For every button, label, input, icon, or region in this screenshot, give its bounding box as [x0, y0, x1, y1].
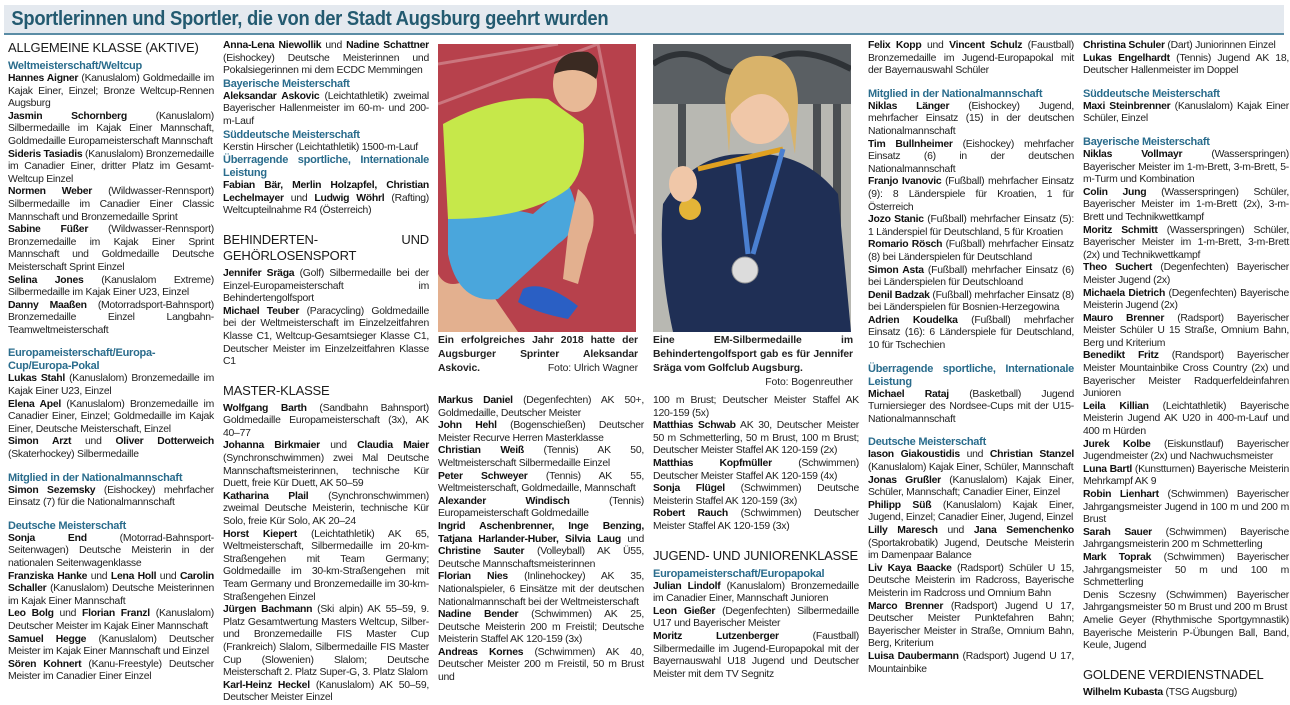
column-6 — [1083, 40, 1289, 699]
honoree-entry — [1083, 590, 1289, 615]
honoree-entry — [1083, 40, 1289, 53]
athlete-name: Michael Rataj — [868, 388, 949, 400]
subheading: Deutsche Meisterschaft — [8, 519, 126, 532]
honoree-entry — [1083, 464, 1289, 489]
golfer-photo-icon — [653, 44, 851, 332]
achievement-text: (Wildwasser-Rennsport) Bronzemedaille im Kajak Einer Sprint Mannschaft und Goldmedaille Deutsche Meisterschaft Sprint Einzel — [8, 224, 214, 273]
name-joiner: und — [283, 192, 315, 204]
achievement-text: (Degenfechten) Bayerische Meisterin Jugend (2x) — [1083, 287, 1289, 312]
athlete-name: Fabian Bär, Merlin Holzapfel, Christian Lechelmayer — [223, 180, 429, 204]
athlete-name: Franjo Ivanovic — [868, 176, 942, 188]
athlete-name: Jana Semenchenko — [973, 525, 1074, 536]
honoree-entry — [8, 300, 214, 338]
athlete-name: John Hehl — [438, 420, 497, 432]
athlete-name: Matthias Schwab — [653, 420, 736, 432]
caption-text: Eine EM-Silbermedaille im Behindertengolfsport gab es für Jennifer Sräga vom Golfclub Augsburg. — [653, 335, 853, 374]
achievement-text: (Fußball) mehrfacher Einsatz (8) bei Länderspielen für Bosnien-Herzegowina — [868, 289, 1074, 314]
name-joiner: und — [620, 533, 644, 545]
photo-sprinter — [438, 44, 636, 332]
honoree-entry — [868, 214, 1074, 239]
athlete-name: Denil Badzak — [868, 289, 930, 301]
achievement-text: (Kanuslalom) Silbermedaille im Kajak Einer Mannschaft, Goldmedaille Europameisterschaft Mannschaft — [8, 110, 214, 147]
entry-text: Denis Sczesny (Schwimmen) Bayerischer Jahrgangsmeister 50 m Brust und 200 m Brust — [1083, 589, 1289, 614]
photo-caption-1 — [438, 334, 638, 376]
honoree-entry — [8, 436, 214, 461]
athlete-name: Sonja Flügel — [653, 483, 725, 495]
section-heading: BEHINDERTEN- UND GEHÖRLOSENSPORT — [223, 231, 429, 263]
athlete-name: Oliver Dotterweich — [115, 436, 214, 448]
achievement-text: (Eishockey) mehrfacher Einsatz (7) für die Nationalmannschaft — [8, 484, 214, 509]
athlete-name: Lukas Engelhardt — [1083, 52, 1170, 64]
name-joiner: und — [921, 40, 950, 51]
athlete-name: Niklas Länger — [868, 100, 950, 112]
achievement-text: (Radsport) Jugend U 17, Deutscher Meister Punktefahren Bahn; Bayerischer Meister in Straße, Omnium Bahn, Berg, Kriterium — [868, 600, 1074, 650]
honoree-entry — [653, 395, 859, 420]
honoree-entry — [868, 40, 1074, 78]
athlete-name: Jennifer Sräga — [223, 267, 295, 279]
honoree-entry — [223, 491, 429, 529]
athlete-name: Leila Killian — [1083, 400, 1149, 412]
achievement-text: (Sportakrobatik) Jugend, Deutsche Meisterin im Damenpaar Balance — [868, 537, 1074, 562]
entry-text: 100 m Brust; Deutscher Meister Staffel AK 120-159 (5x) — [653, 395, 859, 419]
achievement-text: (Ski alpin) AK 55–59, 9. Platz Gesamtwertung Masters Weltcup, Silber- und Bronzemedaille FIS Master Cup (Frankreich) Slalom, Silbermedaille FIS Master Cup (Slowenien) Slalom; Deutsche Meisterschaft 2. Platz Super-G, 3. Platz Slalom — [223, 604, 429, 679]
achievement-text: (Sandbahn Bahnsport) Goldmedaille Europameisterschaft (3x), AK 40–77 — [223, 402, 429, 439]
caption-text: Ein erfolgreiches Jahr 2018 hatte der Augsburger Sprinter Aleksandar Askovic. — [438, 335, 638, 374]
athlete-name: Jurek Kolbe — [1083, 438, 1151, 450]
athlete-name: Horst Kiepert — [223, 528, 297, 540]
athlete-name: Julian Lindolf — [653, 580, 721, 592]
subheading: Überragende sportliche, Internationale Leistung — [868, 362, 1074, 388]
achievement-text: (Kanuslalom) Deutsche Meisterinnen im Kajak Einer Mannschaft — [8, 583, 214, 607]
honoree-entry — [8, 73, 214, 111]
achievement-text: (Synchronschwimmen) zweimal Deutsche Meisterin, technische Kür Solo, freie Kür Solo, AK 20–24 — [223, 490, 429, 528]
honoree-entry — [223, 306, 429, 369]
honoree-entry — [653, 458, 859, 483]
achievement-text: (Schwimmen) Bayerische Jahrgangsmeisterin 200 m Schmetterling — [1083, 526, 1289, 551]
honoree-entry — [223, 529, 429, 605]
honoree-entry — [1083, 615, 1289, 653]
athlete-name: Leo Bolg — [8, 608, 54, 620]
achievement-text: (Randsport) Bayerischer Meister Mountainbike Cross Country (2x) und Bayerischer Meister Radquerfeldeinfahren Junioren — [1083, 350, 1289, 400]
honoree-entry — [868, 500, 1074, 525]
achievement-text: (Tennis) Jugend AK 18, Deutscher Hallenmeister im Doppel — [1083, 52, 1290, 77]
achievement-text: (Wasserspringen) Schüler, Bayerischer Meister im 1-m-Brett (2x), 3-m-Brett und Technikwettkampf — [1083, 186, 1289, 223]
achievement-text: (Schwimmen) Bayerischer Jahrgangsmeister 50 m und 100 m Schmetterling — [1083, 551, 1290, 589]
athlete-name: Lena Holl — [110, 570, 157, 582]
honoree-entry — [653, 483, 859, 508]
subheading: Süddeutsche Meisterschaft — [223, 128, 360, 141]
athlete-name: Robin Lienhart — [1083, 489, 1159, 500]
athlete-name: Robert Rauch — [653, 508, 729, 520]
subheading: Mitglied in der Nationalmannschaft — [868, 87, 1043, 100]
section-heading: MASTER-KLASSE — [223, 382, 330, 398]
honoree-entry — [868, 239, 1074, 264]
honoree-entry — [1083, 401, 1289, 439]
athlete-name: Romario Rösch — [868, 239, 943, 251]
honoree-entry — [1083, 350, 1289, 400]
achievement-text: (Wasserspringen) Bayerischer Meister im 1-m-Brett, 3-m-Brett, 5-m-Turm und Kombination — [1083, 148, 1289, 186]
honoree-entry — [223, 604, 429, 680]
athlete-name: Sören Kohnert — [8, 658, 82, 670]
subheading: Bayerische Meisterschaft — [1083, 135, 1210, 148]
athlete-name: Maxi Steinbrenner — [1083, 100, 1171, 112]
athlete-name: Adrien Koudelka — [868, 314, 958, 326]
honoree-entry — [1083, 225, 1289, 263]
honoree-entry — [8, 149, 214, 187]
photo-credit: Foto: Bogenreuther — [765, 377, 853, 388]
athlete-name: Elena Apel — [8, 398, 61, 410]
column-4 — [653, 395, 859, 681]
athlete-name: Leon Gießer — [653, 605, 716, 617]
name-joiner: und — [156, 570, 180, 582]
honoree-entry — [653, 581, 859, 606]
achievement-text: (Paracycling) Goldmedaille bei der Weltmeisterschaft im Einzelzeitfahren Klasse C1, Weltcup-Gesamtsieger Klasse C1, Deutscher Meister im Einzelzeitfahren Klasse C1 — [223, 305, 430, 368]
honoree-entry — [1083, 527, 1289, 552]
honoree-entry — [653, 420, 859, 458]
athlete-name: Tim Bullnheimer — [868, 138, 953, 150]
athlete-name: Vincent Schulz — [949, 40, 1023, 51]
athlete-name: Colin Jung — [1083, 186, 1147, 198]
achievement-text: (Rafting) Weltcupteilnahme R4 (Österreich) — [223, 192, 429, 217]
achievement-text: (Kanuslalom) Bronzemedaille im Canadier Einer, Einzel; Goldmedaille im Kajak Einer, Deutsche Meisterschaft, Einzel — [8, 398, 214, 435]
honoree-entry — [868, 389, 1074, 427]
achievement-text: (Dart) Juniorinnen Einzel — [1164, 40, 1276, 51]
honoree-entry — [8, 186, 214, 224]
athlete-name: Luna Bartl — [1083, 463, 1133, 475]
section-heading: ALLGEMEINE KLASSE (AKTIVE) — [8, 40, 199, 55]
athlete-name: Johanna Birkmaier — [223, 440, 320, 452]
subheading: Weltmeisterschaft/Weltcup — [8, 60, 142, 72]
honoree-entry — [438, 471, 644, 496]
achievement-text: (Fußball) mehrfacher Einsatz (8) bei Länderspielen für Deutschland — [868, 239, 1074, 263]
name-joiner: und — [71, 436, 116, 448]
honoree-entry — [8, 533, 214, 571]
athlete-name: Iason Giakoustidis — [868, 449, 960, 461]
athlete-name: Luisa Daubermann — [868, 650, 959, 662]
honoree-entry — [868, 139, 1074, 177]
achievement-text: (Kanuslalom Extreme) Silbermedaille im Kajak Einer U23, Einzel — [8, 274, 214, 299]
honoree-entry — [223, 440, 429, 490]
honoree-entry — [653, 631, 859, 681]
achievement-text: (Schwimmen) Deutscher Meister Staffel AK 120-159 (4x) — [653, 457, 859, 482]
athlete-name: Ingrid Aschenbrenner, Inge Benzing, Tatjana Harlander-Huber, Silvia Laug — [438, 520, 644, 545]
athlete-name: Florian Nies — [438, 571, 508, 583]
athlete-name: Franziska Hanke — [8, 570, 88, 582]
athlete-name: Nadine Bender — [438, 609, 519, 621]
athlete-name: Benedikt Fritz — [1083, 350, 1159, 362]
athlete-name: Mauro Brenner — [1083, 312, 1165, 324]
achievement-text: (Kanuslalom) Bronzemedaille im Canadier Einer, dritter Platz im Gesamt-Weltcup Einzel — [8, 148, 215, 185]
athlete-name: Christina Schuler — [1083, 40, 1165, 51]
achievement-text: (Eishockey) mehrfacher Einsatz (6) in der deutschen Nationalmannschaft — [868, 138, 1075, 175]
column-3 — [438, 395, 644, 685]
subheading: Bayerische Meisterschaft — [223, 77, 350, 90]
achievement-text: (Kanuslalom) Bronzemedaille im Kajak Einer U23, Einzel — [8, 373, 214, 398]
athlete-name: Jürgen Bachmann — [223, 604, 313, 616]
honoree-entry — [223, 680, 429, 705]
achievement-text: (Basketball) Jugend Turniersieger des Nordsee-Cups mit der U15-Nationalmannschaft — [868, 388, 1074, 425]
article-title: Sportlerinnen und Sportler, die von der Stadt Augsburg geehrt wurden — [11, 8, 609, 30]
athlete-name: Normen Weber — [8, 186, 93, 198]
honoree-entry — [868, 475, 1074, 500]
achievement-text: (Faustball) Bronzemedaille im Jugend-Europapokal mit der Bayernauswahl Schüler — [868, 40, 1074, 77]
athlete-name: Alexander Windisch — [438, 495, 570, 507]
honoree-entry — [868, 315, 1074, 353]
article-header — [4, 5, 1284, 35]
athlete-name: Ludwig Wöhrl — [314, 192, 385, 204]
athlete-name: Simon Arzt — [8, 436, 72, 448]
honoree-entry — [8, 399, 214, 437]
honoree-entry — [1083, 149, 1289, 187]
athlete-name: Nadine Schattner — [346, 40, 429, 51]
achievement-text: (Kanuslalom) Kajak Einer, Jugend, Einzel; Canadier Einer, Jugend, Einzel — [868, 499, 1074, 524]
achievement-text: AK 30, Deutscher Meister 50 m Schmetterling, 50 m Brust, 100 m Brust; Deutscher Meister Staffel AK 120-159 (2x) — [653, 420, 859, 457]
achievement-text: (Schwimmen) AK 25, Deutsche Meisterin 200 m Freistil; Deutsche Meisterin Staffel AK 120-159 (3x) — [438, 609, 645, 646]
athlete-name: Moritz Lutzenberger — [653, 630, 779, 642]
achievement-text: (Fußball) mehrfacher Einsatz (5): 1 Länderspiel für Deutschland, 5 für Kroatien — [868, 214, 1074, 238]
achievement-text: (Schwimmen) Deutscher Meister Staffel AK 120-159 (3x) — [653, 508, 860, 532]
honoree-entry — [1083, 187, 1289, 225]
honoree-entry — [8, 373, 214, 398]
achievement-text: (Kanuslalom) Kajak Einer, Schüler, Mannschaft — [868, 462, 1074, 474]
honoree-entry — [438, 420, 644, 445]
athlete-name: Jozo Stanic — [868, 214, 924, 226]
achievement-text: (Kunstturnen) Bayerische Meisterin Mehrkampf AK 9 — [1083, 463, 1289, 488]
name-joiner: und — [53, 608, 83, 620]
achievement-text: (Degenfechten) Bayerischer Meister Jugend (2x) — [1083, 262, 1289, 286]
achievement-text: (Wildwasser-Rennsport) Silbermedaille im Canadier Einer Classic Mannschaft und Bronzemedaille Sprint — [8, 186, 215, 223]
athlete-name: Liv Kaya Baacke — [868, 562, 952, 574]
subheading: Mitglied in der Nationalmannschaft — [8, 471, 183, 484]
athlete-name: Marco Brenner — [868, 600, 944, 612]
athlete-name: Claudia Maier — [357, 440, 429, 452]
achievement-text: (Fußball) mehrfacher Einsatz (6) bei Länderspielen für Deutschloand — [868, 264, 1074, 289]
achievement-text: (Degenfechten) Silbermedaille U17 und Bayerischer Meister — [653, 605, 859, 630]
honoree-entry — [223, 403, 429, 441]
athlete-name: Andreas Kornes — [438, 646, 524, 658]
honoree-entry — [1083, 552, 1289, 590]
achievement-text: (Kanuslalom) Kajak Einer, Schüler, Mannschaft; Canadier Einer, Einzel — [868, 474, 1075, 499]
honoree-entry — [438, 571, 644, 609]
name-joiner: und — [319, 440, 358, 452]
subheading: Europameisterschaft/Europapokal — [653, 567, 825, 580]
athlete-name: Sarah Sauer — [1083, 526, 1152, 538]
athlete-name: Peter Schweyer — [438, 470, 528, 482]
achievement-text: (Volleyball) AK Ü55, Deutsche Mannschaftsmeisterinnen — [438, 546, 644, 570]
achievement-text: (Schwimmen) Deutsche Meisterin Staffel AK 120-159 (3x) — [653, 483, 859, 507]
honoree-entry — [868, 176, 1074, 214]
achievement-text: (Faustball) Silbermedaille im Jugend-Europapokal mit der Bayernauswahl U18 Jugend und Deutscher Meister mit dem TV Segnitz — [653, 630, 860, 680]
honoree-entry — [223, 268, 429, 306]
honoree-entry — [1083, 439, 1289, 464]
honoree-entry — [1083, 288, 1289, 313]
honoree-entry — [8, 571, 214, 609]
athlete-name: Jasmin Schornberg — [8, 110, 127, 122]
honoree-entry — [8, 659, 214, 684]
section-heading: JUGEND- UND JUNIORENKLASSE — [653, 547, 858, 563]
honoree-entry — [438, 445, 644, 470]
athlete-name: Philipp Süß — [868, 499, 932, 511]
athlete-name: Wolfgang Barth — [223, 402, 307, 414]
honoree-entry — [8, 275, 214, 300]
honoree-entry — [438, 647, 644, 685]
achievement-text: (Schwimmen) Bayerischer Jahrgangsmeister Jugend in 100 m und 200 m Brust — [1083, 489, 1289, 526]
achievement-text: (Schwimmen) AK 40, Deutscher Meister 200 m Freistil, 50 m Brust und — [438, 646, 645, 684]
athlete-name: Simon Asta — [868, 264, 924, 276]
achievement-text: (Eiskunstlauf) Bayerischer Jugendmeister (2x) und Nachwuchsmeister — [1083, 438, 1289, 463]
athlete-name: Danny Maaßen — [8, 299, 87, 311]
honoree-entry — [8, 224, 214, 274]
athlete-name: Michaela Dietrich — [1083, 287, 1166, 299]
achievement-text: (Kanu-Freestyle) Deutscher Meister im Canadier Einer Einzel — [8, 658, 214, 683]
honoree-entry — [8, 634, 214, 659]
honoree-entry — [653, 606, 859, 631]
athlete-name: Sonja End — [8, 532, 87, 544]
achievement-text: (Bogenschießen) Deutscher Meister Recurve Herren Masterklasse — [438, 420, 644, 444]
achievement-text: (Tennis) AK 55, Weltmeisterschaft, Goldmedaille, Mannschaft — [438, 470, 644, 495]
achievement-text: (Radsport) Bayerischer Meister Schüler U 15 Straße, Omnium Bahn, Berg und Kriterium — [1083, 312, 1290, 349]
sprinter-photo-icon — [438, 44, 636, 332]
athlete-name: Michael Teuber — [223, 305, 300, 317]
honoree-entry — [8, 608, 214, 633]
honoree-entry — [223, 180, 429, 218]
achievement-text: (Radsport) Jugend U 17, Mountainbike — [868, 650, 1074, 675]
achievement-text: (Leichtathletik) Bayerische Meisterin Jugend AK U20 in 400-m-Lauf und 400 m Hürden — [1083, 400, 1289, 438]
athlete-name: Selina Jones — [8, 274, 84, 286]
name-joiner: und — [937, 525, 974, 536]
photo-golfer-medals — [653, 44, 851, 332]
athlete-name: Mark Toprak — [1083, 551, 1152, 563]
name-joiner: und — [87, 570, 111, 582]
entry-text: Amelie Geyer (Rhythmische Sportgymnastik) Bayerische Meisterin P-Übungen Ball, Band, Keule, Jugend — [1083, 614, 1289, 652]
achievement-text: (Kanuslalom) Goldmedaille im Kajak Einer, Einzel; Bronze Weltcup-Rennen Augsburg — [8, 73, 214, 110]
athlete-name: Anna-Lena Niewollik — [223, 40, 322, 51]
athlete-name: Markus Daniel — [438, 395, 513, 406]
achievement-text: (Inlinehockey) AK 35, Nationalspieler, 6 Einsätze mit der deutschen Nationalmannschaft bei der Weltmeisterschaft — [438, 571, 644, 608]
honoree-entry — [438, 609, 644, 647]
honoree-entry — [868, 290, 1074, 315]
achievement-text: (Kanuslalom) AK 50–59, Deutscher Meister Einzel — [223, 679, 429, 704]
achievement-text: (Motorradsport-Bahnsport) Bronzemedaille Einzel Langbahn-Teamweltmeisterschaft — [8, 299, 215, 336]
honoree-entry — [653, 508, 859, 533]
athlete-name: Niklas Vollmayr — [1083, 148, 1183, 160]
subheading: Überragende sportliche, Internationale Leistung — [223, 154, 429, 180]
achievement-text: (TSG Augsburg) — [1162, 686, 1238, 698]
name-joiner: und — [959, 449, 990, 461]
athlete-name: Lukas Stahl — [8, 373, 65, 385]
athlete-name: Felix Kopp — [868, 40, 922, 51]
athlete-name: Hannes Aigner — [8, 73, 79, 84]
subheading: Deutsche Meisterschaft — [868, 436, 986, 449]
photo-credit: Foto: Ulrich Wagner — [547, 363, 638, 374]
achievement-text: (Tennis) AK 50, Weltmeisterschaft Silbermedaille Einzel — [438, 445, 644, 469]
athlete-name: Aleksandar Askovic — [223, 90, 320, 102]
honoree-entry — [438, 395, 644, 420]
honoree-entry — [1083, 53, 1289, 78]
achievement-text: (Radsport) Schüler U 15, Deutsche Meisterin im Radcross, Bayerische Meisterin im Radcross und Omnium Bahn — [868, 562, 1075, 599]
athlete-name: Matthias Kopfmüller — [653, 457, 772, 469]
athlete-name: Simon Sezemsky — [8, 484, 96, 496]
subheading: Süddeutsche Meisterschaft — [1083, 87, 1220, 100]
column-1 — [8, 40, 214, 684]
achievement-text: (Synchronschwimmen) zwei Mal Deutsche Mannschaftsmeisterinnen, technische Kür Duett, freie Kür Duett, AK 50–59 — [223, 453, 429, 490]
athlete-name: Karl-Heinz Heckel — [223, 679, 310, 691]
section-heading: GOLDENE VERDIENSTNADEL — [1083, 666, 1264, 682]
achievement-text: (Wasserspringen) Schüler, Bayerischer Meister im 1-m-Brett, 3-m-Brett (2x) und Technikwettkampf — [1083, 224, 1289, 261]
honoree-entry — [868, 525, 1074, 563]
achievement-text: (Fußball) mehrfacher Einsatz (16): 6 Länderspiele für Deutschland, 10 für Tschechien — [868, 314, 1074, 352]
honoree-entry — [868, 601, 1074, 651]
athlete-name: Florian Franzl — [82, 608, 150, 620]
name-joiner: und — [321, 40, 347, 51]
honoree-entry — [1083, 489, 1289, 527]
honoree-entry — [1083, 262, 1289, 287]
achievement-text: (Leichtathletik) AK 65, Weltmeisterschaft, Silbermedaille im 20-km-Straßengehen mit Team Germany; Goldmedaille im 30-km-Straßengehen mit Team Germany und Bronzemedaille im 30-km-Straßengehen Einzel — [223, 528, 429, 603]
honoree-entry — [223, 142, 429, 155]
athlete-name: Carolin Schaller — [8, 570, 214, 595]
athlete-name: Christine Sauter — [438, 546, 525, 558]
achievement-text: (Kanuslalom) Deutscher Meister im Kajak Einer Mannschaft und Einzel — [8, 633, 214, 658]
achievement-text: (Kanuslalom) Bronzemedaille im Canadier Einer, Mannschaft Junioren — [653, 580, 859, 605]
honoree-entry — [868, 449, 1074, 474]
athlete-name: Sabine Füßer — [8, 224, 89, 236]
achievement-text: (Skaterhockey) Silbermedaille — [8, 449, 139, 461]
achievement-text: (Eishockey) Deutsche Meisterinnen und Pokalsiegerinnen mi dem ECDC Memmingen — [223, 52, 429, 77]
honoree-entry — [223, 91, 429, 129]
achievement-text: (Kanuslalom) Deutscher Meister im Kajak Einer Mannschaft — [8, 608, 214, 632]
photo-caption-2 — [653, 334, 853, 390]
athlete-name: Christian Stanzel — [989, 449, 1074, 461]
honoree-entry — [8, 485, 214, 510]
entry-text: Kerstin Hirscher (Leichtathletik) 1500-m-Lauf — [223, 141, 418, 153]
achievement-text: (Motorrad-Bahnsport-Seitenwagen) Deutsche Meisterin in der nationalen Seitenwagenklasse — [8, 532, 214, 569]
honoree-entry — [1083, 687, 1289, 700]
honoree-entry — [868, 651, 1074, 676]
honoree-entry — [868, 563, 1074, 601]
athlete-name: Theo Suchert — [1083, 262, 1153, 274]
honoree-entry — [868, 265, 1074, 290]
achievement-text: (Kanuslalom) Kajak Einer Schüler, Einzel — [1083, 100, 1290, 125]
subheading: Europameisterschaft/Europa-Cup/Europa-Pokal — [8, 347, 156, 373]
athlete-name: Christian Weiß — [438, 445, 524, 457]
honoree-entry — [223, 40, 429, 78]
achievement-text: (Leichtathletik) zweimal Bayerischer Hallenmeister im 60-m- und 200-m-Lauf — [223, 90, 429, 127]
column-5 — [868, 40, 1074, 676]
athlete-name: Jonas Grußler — [868, 474, 941, 486]
athlete-name: Sideris Tasiadis — [8, 148, 83, 160]
achievement-text: (Tennis) Europameisterschaft Goldmedaille — [438, 495, 644, 520]
honoree-entry — [868, 101, 1074, 139]
honoree-entry — [1083, 313, 1289, 351]
column-2 — [223, 40, 429, 705]
honoree-entry — [438, 496, 644, 521]
athlete-name: Katharina Plail — [223, 490, 309, 502]
achievement-text: (Eishockey) Jugend, mehrfacher Einsatz (15) in der deutschen Nationalmannschaft — [868, 100, 1074, 137]
athlete-name: Moritz Schmitt — [1083, 224, 1158, 236]
achievement-text: (Fußball) mehrfacher Einsatz (9): 8 Länderspiele für Kroatien, 1 für Österreich — [868, 176, 1074, 213]
athlete-name: Lilly Maresch — [868, 525, 938, 536]
honoree-entry — [438, 521, 644, 571]
achievement-text: (Degenfechten) AK 50+, Goldmedaille, Deutscher Meister — [438, 395, 645, 419]
athlete-name: Wilhelm Kubasta — [1083, 686, 1163, 698]
athlete-name: Samuel Hegge — [8, 633, 87, 645]
honoree-entry — [1083, 101, 1289, 126]
honoree-entry — [8, 111, 214, 149]
achievement-text: (Golf) Silbermedaille bei der Einzel-Europameisterschaft im Behindertengolfsport — [223, 267, 430, 305]
